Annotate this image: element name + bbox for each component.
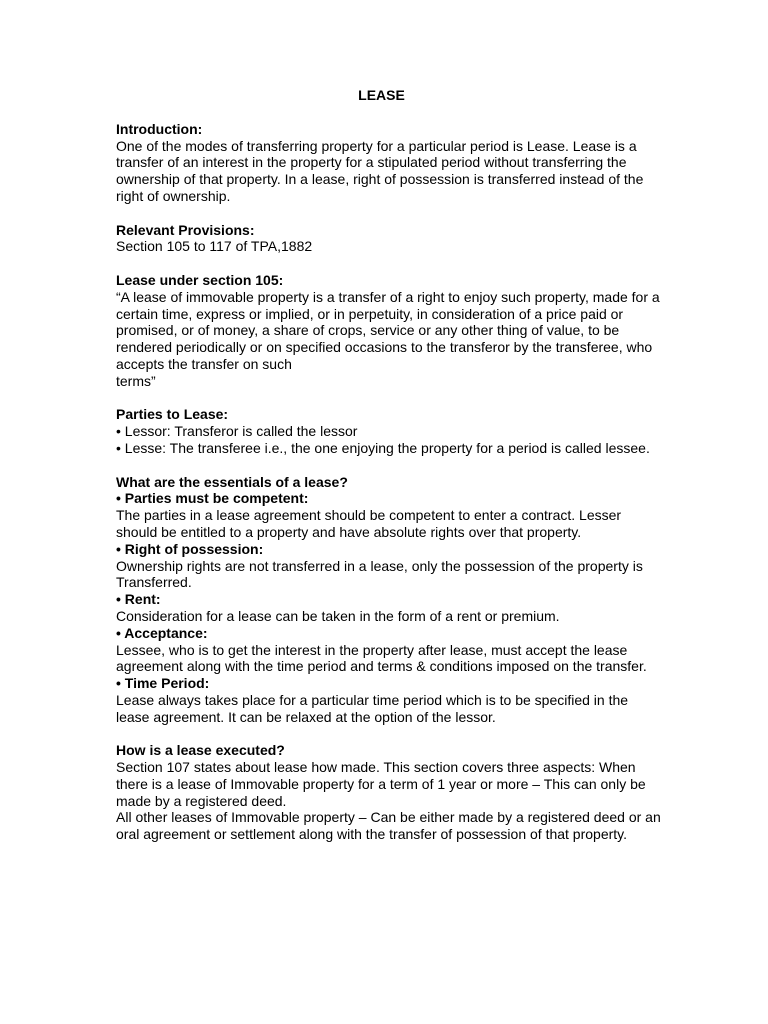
section-105-heading: Lease under section 105: [116,271,284,288]
parties-item-lessor: • Lessor: Transferor is called the lessor [116,423,358,440]
document-page [116,87,661,860]
essentials-heading: What are the essentials of a lease? [116,473,348,490]
execution-section [116,742,661,843]
section-105-text: “A lease of immovable property is a transfer of a right to enjoy such property, made for a certain time, express or implied, or in perpetuity, in consideration of a price paid or promised, or of money, a share of crops, service or any other thing of value, to be rendered periodically or on specified occasions to the transferor by the transferee, who accepts the transfer on such [116,288,660,372]
essential-time-period-title: • Time Period: [116,675,210,692]
essential-possession-title: • Right of possession: [116,540,264,557]
essential-acceptance-text: Lessee, who is to get the interest in the property after lease, must accept the lease agreement along with the time period and terms & conditions imposed on the transfer. [116,641,647,675]
introduction-heading: Introduction: [116,120,203,137]
essential-rent-title: • Rent: [116,591,161,608]
essential-time-period-text: Lease always takes place for a particular time period which is to be specified in the lease agreement. It can be relaxed at the option of the lessor. [116,691,629,725]
relevant-provisions-section [116,222,661,256]
parties-section [116,406,661,456]
execution-heading: How is a lease executed? [116,742,285,759]
essential-rent-text: Consideration for a lease can be taken in the form of a rent or premium. [116,607,560,624]
section-105-text-tail: terms” [116,372,156,389]
execution-paragraph-1: Section 107 states about lease how made. This section covers three aspects: When there is a lease of Immovable property for a term of 1 year or more – This can only be made by a registered deed. [116,759,646,809]
essential-competence-title: • Parties must be competent: [116,490,309,507]
essential-competence-text: The parties in a lease agreement should be competent to enter a contract. Lesser should be entitled to a property and have absolute rights over that property. [116,507,622,540]
parties-item-lessee: • Lesse: The transferee i.e., the one enjoying the property for a period is called lessee. [116,439,650,456]
execution-paragraph-2: All other leases of Immovable property – Can be either made by a registered deed or an oral agreement or settlement along with the transfer of possession of that property. [116,809,661,843]
essentials-section [116,474,661,726]
document-title: LEASE [358,87,405,103]
relevant-provisions-text: Section 105 to 117 of TPA,1882 [116,238,313,255]
section-105-section [116,272,661,390]
relevant-provisions-heading: Relevant Provisions: [116,221,255,238]
introduction-text: One of the modes of transferring property for a particular period is Lease. Lease is a transfer of an interest in the property for a stipulated period without transferring the ownership of that property. In a lease, right of possession is transferred instead of the right of ownership. [116,137,644,204]
essential-acceptance-title: • Acceptance: [116,624,208,641]
essential-possession-text: Ownership rights are not transferred in a lease, only the possession of the property is Transferred. [116,557,643,591]
introduction-section [116,121,661,205]
parties-heading: Parties to Lease: [116,406,229,423]
